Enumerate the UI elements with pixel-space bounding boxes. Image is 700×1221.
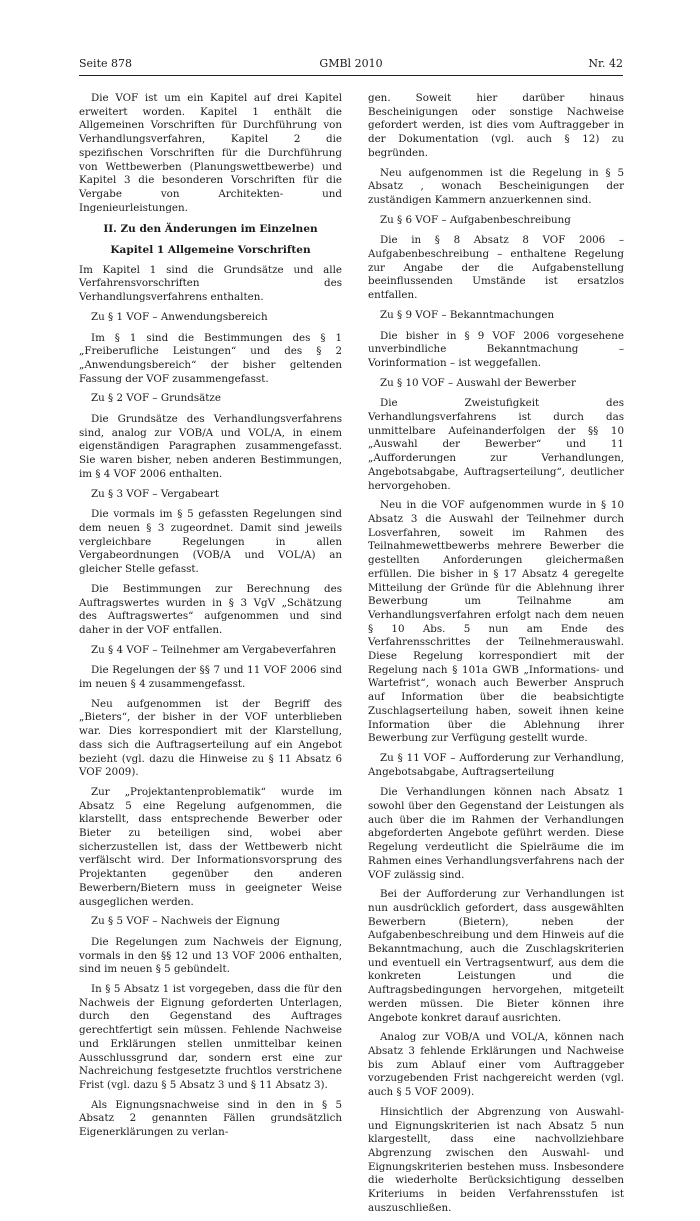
paragraph-s5a: Die Regelungen zum Nachweis der Eignung, vormals in den §§ 12 und 13 VOF 2006 enthalten, sind im neuen § 5 gebündelt.	[79, 935, 342, 976]
subheading-s5: Zu § 5 VOF – Nachweis der Eignung	[91, 915, 280, 928]
left-column	[79, 92, 342, 1146]
issue-number: Nr. 42	[588, 57, 623, 70]
paragraph-s6: Die in § 8 Absatz 8 VOF 2006 – Aufgabenbeschreibung – enthaltene Regelung zur Angabe der die Aufgabenstellung beeinflussenden Umstände ist ersatzlos entfallen.	[368, 234, 624, 302]
paragraph-s9: Die bisher in § 9 VOF 2006 vorgesehene unverbindliche Bekanntmachung – Vorinformation – ist weggefallen.	[368, 329, 624, 369]
paragraph-s10b: Neu in die VOF aufgenommen wurde in § 10 Absatz 3 die Auswahl der Teilnehmer durch Losverfahren, soweit im Rahmen des Teilnahmewettbewerbs mehrere Bewerber die gestellten Anforderungen gleichermaßen erfüllen. Die bisher in § 17 Absatz 4 geregelte Mitteilung der Gründe für die Ablehnung ihrer Bewerbung um Teilnahme am Verhandlungsverfahren erfolgt nach dem neuen § 10 Abs. 5 nun am Ende des Verfahrensschrittes der Teilnehmerauswahl. Diese Regelung korrespondiert mit der Regelung nach § 101a GWB „Informations- und Wartefrist“, wonach auch Bewerber Anspruch auf Information über die beabsichtigte Zuschlagserteilung haben, soweit ihnen keine Information über die Ablehnung ihrer Bewerbung zur Verfügung gestellt wurde.	[368, 499, 624, 745]
paragraph-s5b: In § 5 Absatz 1 ist vorgegeben, dass die für den Nachweis der Eignung geforderten Unterlagen, durch den Gegenstand des Auftrages gerechtfertigt sein müssen. Fehlende Nachweise und Erklärungen stellen unmittelbar keinen Ausschlussgrund dar, sondern erst eine zur Nachreichung festgesetzte fruchtlos verstrichene Frist (vgl. dazu § 5 Absatz 3 und § 11 Absatz 3).	[79, 983, 342, 1091]
right-column	[368, 92, 624, 1221]
paragraph-s11a: Die Verhandlungen können nach Absatz 1 sowohl über den Gegenstand der Leistungen als auch über die im Rahmen der Verhandlungen abgeforderten Angebote geführt werden. Diese Regelung verdeutlicht die Spielräume die im Rahmen eines Verhandlungsverfahrens nach der VOF zulässig sind.	[368, 786, 624, 881]
page-number: Seite 878	[79, 57, 132, 70]
subheading-s4: Zu § 4 VOF – Teilnehmer am Vergabeverfahren	[91, 643, 337, 656]
paragraph-continued: gen. Soweit hier darüber hinaus Bescheinigungen oder sonstige Nachweise gefordert werden, ist dies vom Auftraggeber in der Dokumentation (vgl. auch § 12) zu begründen.	[368, 92, 624, 159]
paragraph-s1: Im § 1 sind die Bestimmungen des § 1 „Freiberufliche Leistungen“ und des § 2 „Anwendungsbereich“ der bisher geltenden Fassung der VOF zusammengefasst.	[79, 331, 342, 385]
chapter-intro: Im Kapitel 1 sind die Grundsätze und alle Verfahrensvorschriften des Verhandlungsverfahrens enthalten.	[79, 263, 342, 304]
paragraph-s4c: Zur „Projektantenproblematik“ wurde im Absatz 5 eine Regelung aufgenommen, die klarstellt, dass entsprechende Bewerber oder Bieter zu beteiligen sind, wobei aber sicherzustellen ist, dass der Wettbewerb nicht verfälscht wird. Der Informationsvorsprung des Projektanten gegenüber den anderen Bewerbern/Bietern muss in geeigneter Weise ausgeglichen werden.	[79, 785, 342, 908]
subheading-s1: Zu § 1 VOF – Anwendungsbereich	[91, 310, 268, 323]
paragraph-s11b: Bei der Aufforderung zur Verhandlungen ist nun ausdrücklich gefordert, dass ausgewählten Bewerbern (Bietern), neben der Aufgabenbeschreibung und dem Hinweis auf die Bekanntmachung, auch die Zuschlagskriterien und eventuell ein Vertragsentwurf, aus dem die konkreten Leistungen und die Auftragsbedingungen hervorgehen, mitgeteilt werden müssen. Die Bieter können ihre Angebote konkret darauf ausrichten.	[368, 888, 624, 1024]
subheading-s9: Zu § 9 VOF – Bekanntmachungen	[380, 308, 555, 321]
paragraph-s10a: Die Zweistufigkeit des Verhandlungsverfahrens ist durch das unmittelbare Aufeinanderfolgen der §§ 10 „Auswahl der Bewerber“ und 11 „Aufforderungen zur Verhandlungen, Angebotsabgabe, Auftragserteilung“, deutlicher hervorgehoben.	[368, 397, 624, 492]
subheading-s6: Zu § 6 VOF – Aufgabenbeschreibung	[380, 213, 571, 226]
subheading-s10: Zu § 10 VOF – Auswahl der Bewerber	[380, 376, 576, 389]
section-heading: II. Zu den Änderungen im Einzelnen	[103, 223, 318, 236]
subheading-s2: Zu § 2 VOF – Grundsätze	[91, 392, 221, 405]
paragraph-s5d: Neu aufgenommen ist die Regelung in § 5 Absatz , wonach Bescheinigungen der zuständigen Kammern anzuerkennen sind.	[368, 166, 624, 206]
paragraph-s4b: Neu aufgenommen ist der Begriff des „Bieters“, der bisher in der VOF unterblieben war. Dies korrespondiert mit der Klarstellung, dass sich die Auftragserteilung auf ein Angebot bezieht (vgl. dazu die Hinweise zu § 11 Absatz 6 VOF 2009).	[79, 697, 342, 779]
paragraph-s4a: Die Regelungen der §§ 7 und 11 VOF 2006 sind im neuen § 4 zusammengefasst.	[79, 664, 342, 691]
subheading-s11: Zu § 11 VOF – Aufforderung zur Verhandlung, Angebotsabgabe, Auftragserteilung	[368, 751, 624, 778]
paragraph-s3b: Die Bestimmungen zur Berechnung des Auftragswertes wurden in § 3 VgV „Schätzung des Auftragswertes“ aufgenommen und sind daher in der VOF entfallen.	[79, 582, 342, 636]
subheading-s3: Zu § 3 VOF – Vergabeart	[91, 487, 219, 500]
paragraph-s11d: Hinsichtlich der Abgrenzung von Auswahl- und Eignungskriterien ist nach Absatz 5 nun klargestellt, dass eine nachvollziehbare Abgrenzung zwischen den Auswahl- und Eignungskriterien bestehen muss. Insbesondere die wiederholte Berücksichtigung desselben Kriteriums in beiden Verfahrensstufen ist auszuschließen.	[368, 1105, 624, 1214]
journal-title: GMBl 2010	[319, 57, 383, 70]
intro-paragraph: Die VOF ist um ein Kapitel auf drei Kapitel erweitert worden. Kapitel 1 enthält die Allgemeinen Vorschriften für Durchführung von Verhandlungsverfahren, Kapitel 2 die spezifischen Vorschriften für die Durchführung von Wettbewerben (Planungswettbewerbe) und Kapitel 3 die besonderen Vorschriften für die Vergabe von Architekten- und Ingenieurleistungen.	[79, 92, 342, 214]
paragraph-s5c: Als Eignungsnachweise sind in den in § 5 Absatz 2 genannten Fällen grundsätzlich Eigenerklärungen zu verlan-	[79, 1098, 342, 1139]
paragraph-s11c: Analog zur VOB/A und VOL/A, können nach Absatz 3 fehlende Erklärungen und Nachweise bis zum Ablauf einer vom Auftraggeber vorzugebenden Frist nachgereicht werden (vgl. auch § 5 VOF 2009).	[368, 1031, 624, 1099]
chapter-heading: Kapitel 1 Allgemeine Vorschriften	[110, 244, 311, 257]
paragraph-s2: Die Grundsätze des Verhandlungsverfahrens sind, analog zur VOB/A und VOL/A, in einem eigenständigen Paragraphen zusammengefasst. Sie waren bisher, neben anderen Bestimmungen, im § 4 VOF 2006 enthalten.	[79, 413, 342, 480]
page-header	[79, 57, 623, 76]
paragraph-s3a: Die vormals im § 5 gefassten Regelungen sind dem neuen § 3 zugeordnet. Damit sind jeweils vergleichbare Regelungen in allen Vergabeordnungen (VOB/A und VOL/A) an gleicher Stelle gefasst.	[79, 508, 342, 576]
